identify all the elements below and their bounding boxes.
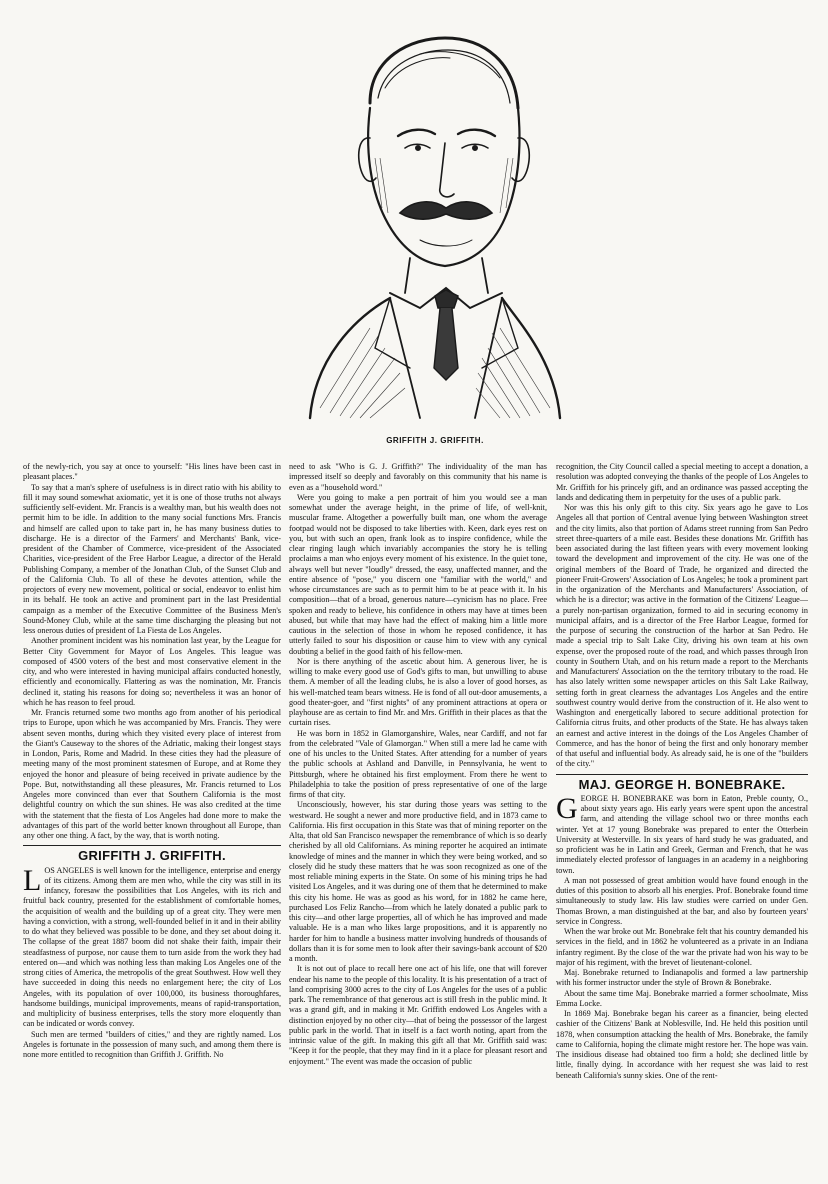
col1-paragraph: of the newly-rich, you say at once to yourself: "His lines have been cast in pleasant places." (23, 462, 281, 482)
col3-paragraph: In 1869 Maj. Bonebrake began his career as a financier, being elected cashier of the Citizens' Bank at Noblesville, Ind. He held this position until 1878, when consumption attacking the health of Mrs. Bonebrake, the family came to California, hoping the climate might restore her. The hope was vain. The insidious disease had obtained too firm a hold; she declined little by little, finally dying. In accordance with her request she was laid to rest beneath California's sunny skies. One of the rent- (556, 1009, 808, 1080)
col3-paragraph: When the war broke out Mr. Bonebrake felt that his country demanded his services in the field, and in 1862 he volunteered as a private in an Indiana infantry regiment. By the close of the war the private had won his way to be major of his regiment, with the brevet of lieutenant-colonel. (556, 927, 808, 967)
drop-cap: G (556, 791, 578, 825)
drop-cap: L (23, 863, 42, 897)
col2-paragraph: Nor is there anything of the ascetic about him. A generous liver, he is willing to make every good use of God's gifts to man, but unwilling to abuse them. A member of all the leading clubs, he is also a lover of good horses, as his well-matched team bears witness. He is fond of all out-door amusements, a good theater-goer, and "first nights" of any prominent attractions at opera or playhouse are as certain to find Mr. and Mrs. Griffith in their places as that the curtain rises. (289, 656, 547, 728)
col1-paragraph: To say that a man's sphere of usefulness is in direct ratio with his ability to fill it may sound somewhat axiomatic, yet it is one of those truths not always sufficiently self-evident. Mr. Francis is a wealthy man, but his wealth does not permit him to be idle. In addition to the many social functions Mrs. Francis and himself are called upon to take part in, he has many business duties to discharge. He is a director of the Farmers' and Merchants' Bank, vice-president of the Chamber of Commerce, vice-president of the Associated Charities, vice-president of the Free Harbor League, a director of the Herald Publishing Company, a member of the Jonathan Club, of the Sunset Club and of the California Club. To all of these he devotes attention, while the projectors of every new movement, political or social, endeavor to enlist him in its behalf. He took an active and prominent part in the last Presidential campaign as a member of the Executive Committee of the Business Men's Sound-Money Club, while at the same time discharging the pleasing but not less onerous duties of president of La Fiesta de Los Angeles. (23, 482, 281, 635)
col3-paragraph: Maj. Bonebrake returned to Indianapolis and formed a law partnership with his former instructor under the style of Brown & Bonebrake. (556, 968, 808, 988)
section-heading-griffith: GRIFFITH J. GRIFFITH. (78, 848, 226, 864)
col2-paragraph: He was born in 1852 in Glamorganshire, Wales, near Cardiff, and not far from the celebrated "Vale of Glamorgan." When still a mere lad he came with one of his uncles to the United States. After attending for a number of years the public schools at Ashland and Danville, in Pennsylvania, he went to Pittsburgh, where he obtained his first employment. From there he went to Philadelphia to take the position of press representative of one of the large firms of that city. (289, 728, 547, 799)
column-3 (556, 462, 808, 1081)
col2-paragraph: need to ask "Who is G. J. Griffith?" The individuality of the man has impressed itself so deeply and favorably on this community that his name is even as a "household word." (289, 462, 547, 492)
col2-paragraph: Were you going to make a pen portrait of him you would see a man somewhat under the average height, in the prime of life, of well-knit, muscular frame. Altogether a powerfully built man, one whom the average footpad would not be disposed to take liberties with. Keen, dark eyes rest on you, but with such an open, frank look as to inspire confidence, while the clear ringing laugh which invariably accompanies the story he is telling proclaims a man who enjoys every moment of his existence. In the quiet tone, always well but never "loudly" dressed, the easy, unaffected manner, and the entire absence of "pose," you discern one "familiar with the world," and whose circumstances are such as to permit him to be at peace with it. In his composition—that of a broad, generous nature—cynicism has no place. Free spoken and ready to believe, his confidence in others may have at times been abused, but while that may have had the effect of making him a little more cautious in the selection of those in whom he reposed confidence, it has utterly failed to sour his disposition or cause him to view with any cynical doubting a belief in the good faith of his fellow-men. (289, 492, 547, 656)
col2-paragraph: It is not out of place to recall here one act of his life, one that will forever endear his name to the people of this locality. It is his presentation of a tract of land comprising 3000 acres to the city of Los Angeles for the uses of a public park. The remembrance of that generous act is still fresh in the public mind. It was a grand gift, and in making it Mr. Griffith endowed Los Angeles with a distinction enjoyed by no other city—that of being the possessor of the largest public park in the world. That in itself is a fact worth noting, apart from the intrinsic value of the gift. In making this gift all that Mr. Griffith said was: "Keep it for the people, that they may find in it a place for pleasant resort and enjoyment." The event was made the occasion of public (289, 964, 547, 1066)
col1-paragraph: Another prominent incident was his nomination last year, by the League for Better City Government for Mayor of Los Angeles. This league was composed of 4500 voters of the best and most conservative element in the city, and who were interested in having municipal affairs conducted honestly, efficiently and economically. Flattering as was the nomination, Mr. Francis declined it, stating his reasons for doing so; nevertheless it was an honor of which he has reason to feel proud. (23, 636, 281, 707)
col1-lead-paragraph (23, 863, 281, 1030)
section-heading-bonebrake: MAJ. GEORGE H. BONEBRAKE. (578, 776, 786, 792)
portrait-caption: GRIFFITH J. GRIFFITH. (386, 436, 484, 445)
lead-words: EORGE H. BONEBRAKE (580, 793, 674, 803)
col1-paragraph: Such men are termed "builders of cities," and they are rightly named. Los Angeles is fortunate in the possession of many such, and among them there is none more entitled to recognition than Griffith J. Griffith. No (23, 1029, 281, 1059)
col3-paragraph: About the same time Maj. Bonebrake married a former schoolmate, Miss Emma Locke. (556, 988, 808, 1008)
lead-body: was born in Eaton, Preble county, O., about sixty years ago. His early years were spent upon the ancestral farm, and attending the village school two or three months each winter. Yet at 17 young Bonebrake was prepared to enter the Otterbein University at Westerville. In six years of hard study he was graduated, and so proficient was he in Latin and Greek, German and French, that he was immediately elected professor of languages in an academy in a neighboring town. (556, 793, 808, 875)
col2-paragraph: Unconsciously, however, his star during those years was setting to the westward. He sought a newer and more productive field, and in 1873 came to California. His first occupation in this State was that of mining reporter on the Alta, that old San Francisco newspaper the remembrance of which is so dearly cherished by all old Californians. As mining reporter he acquired an intimate knowledge of mines and the manner in which they were being worked, and so closely did he study these matters that he was soon recognized as one of the most reliable mining experts in the State. On some of his mining trips he had visited Los Angeles, and it was during one of them that he determined to make this city his home. He was as good as his word, for in 1882 he came here, purchased Los Feliz Rancho—from which he lately donated a public park to this city—and other large properties, all of which he has improved and made valuable. He is a man who likes large propositions, and it is apparently no harder for him to handle a business matter involving hundreds of thousands of dollars than it is for some men to look after their savings-bank account of $20 a month. (289, 800, 547, 963)
lead-words: OS ANGELES (44, 865, 94, 875)
column-1 (23, 462, 281, 1060)
section-divider (23, 845, 281, 846)
col3-paragraph: recognition, the City Council called a special meeting to accept a donation, a resolution was adopted conveying the thanks of the people of Los Angeles to Mr. Griffith for his princely gift, and an ordinance was passed accepting the lands and dedicating them in perpetuity for the uses of a public park. (556, 462, 808, 502)
col1-paragraph: Mr. Francis returned some two months ago from another of his periodical trips to Europe, upon which he was accompanied by Mrs. Francis. They were absent seven months, during which they visited every place of interest from the Giant's Causeway to the shores of the Adriatic, making their longest stays in London, Paris, Rome and Madrid. In these cities they had the pleasure of meeting many of the most prominent statesmen of Europe, and at Rome they enjoyed the honor and pleasure of being received in private audience by the Pope. But, notwithstanding all these pleasures, Mr. Francis returned to Los Angeles more convinced than ever that Southern California is the most delightful country on which the sun shines. He was also credited at the time with the statement that the fiesta of Los Angeles had done more to make the advantages of this part of the world better known throughout all Europe, than any other one thing. A fact, by the way, that is worth noting. (23, 708, 281, 840)
lead-body: is well known for the intelligence, enterprise and energy of its citizens. Among them are men who, while the city was still in its infancy, foresaw the possibilities that Los Angeles, with its rich and fruitful back country, presented for the establishment of comfortable homes, the acquisition of wealth and the building up of a great city. They were men having a conviction, with a strong, well-founded belief in it and in their ability to do what they believed was possible to be done, and they set about doing it. The collapse of the great 1887 boom did not shake their faith, impair their steadfastness of purpose, nor cause them to turn aside from the work they had entered on—and which was nothing less than making Los Angeles one of the strong cities of America, the metropolis of the great Southwest. How well they have succeeded in doing this needs no enlargement here; the city of Los Angeles, with its population of over 100,000, its business thoroughfares, handsome buildings, municipal improvements, means of rapid-transportation, and multiplicity of business enterprises, tells the story more eloquently than can be indicated or words convey. (23, 865, 281, 1029)
col3-lead-paragraph (556, 791, 808, 876)
griffith-portrait (270, 8, 600, 423)
section-divider (556, 774, 808, 775)
col3-paragraph: A man not possessed of great ambition would have found enough in the duties of this position to absorb all his energies. Prof. Bonebrake found time simultaneously to study law. His law studies were carried on under Gen. Thomas Brown, a man distinguished at the bar, and also by fourteen years' service in Congress. (556, 875, 808, 926)
col3-paragraph: Nor was this his only gift to this city. Six years ago he gave to Los Angeles all that portion of Central avenue lying between Washington street and the city limits, also that portion of Adams street running from San Pedro street three-quarters of a mile east. Besides these donations Mr. Griffith has been associated during the last fifteen years with every movement looking toward the development and improvement of the city. He was one of the original members of the Board of Trade, he organized and directed the pioneer Fruit-Growers' Association of Los Angeles; he took a prominent part in the organization of the Merchants and Manufacturers' Association, of which he is a director; was active in the formation of the Citizens' League—a purely non-partisan organization, formed to aid in securing economy in municipal affairs, and is a director of the Free Harbor League, formed for the purpose of securing the construction of the harbor at San Pedro. He made a special trip to Salt Lake City, driving his own team at his own expense, over the proposed route of the road, and which passes through Iron county in Southern Utah, and on his return made a report to the Merchants and Manufacturers' Association on the the territory tributary to the road. He has also lately written some newspaper articles on this Salt Lake Railway, setting forth in great clearness the advantages Los Angeles and the entire southwest country would derive from the construction of it. He also went to Washington and energetically labored to secure additional protection for California citrus fruits, and other products of the State. He has always taken an earnest and active interest in the doings of the Los Angeles Chamber of Commerce, and has the honor of being the first and only honorary member of that useful and influential body. As already said, he is one of the "builders of the city." (556, 503, 808, 769)
column-2 (289, 462, 547, 1067)
